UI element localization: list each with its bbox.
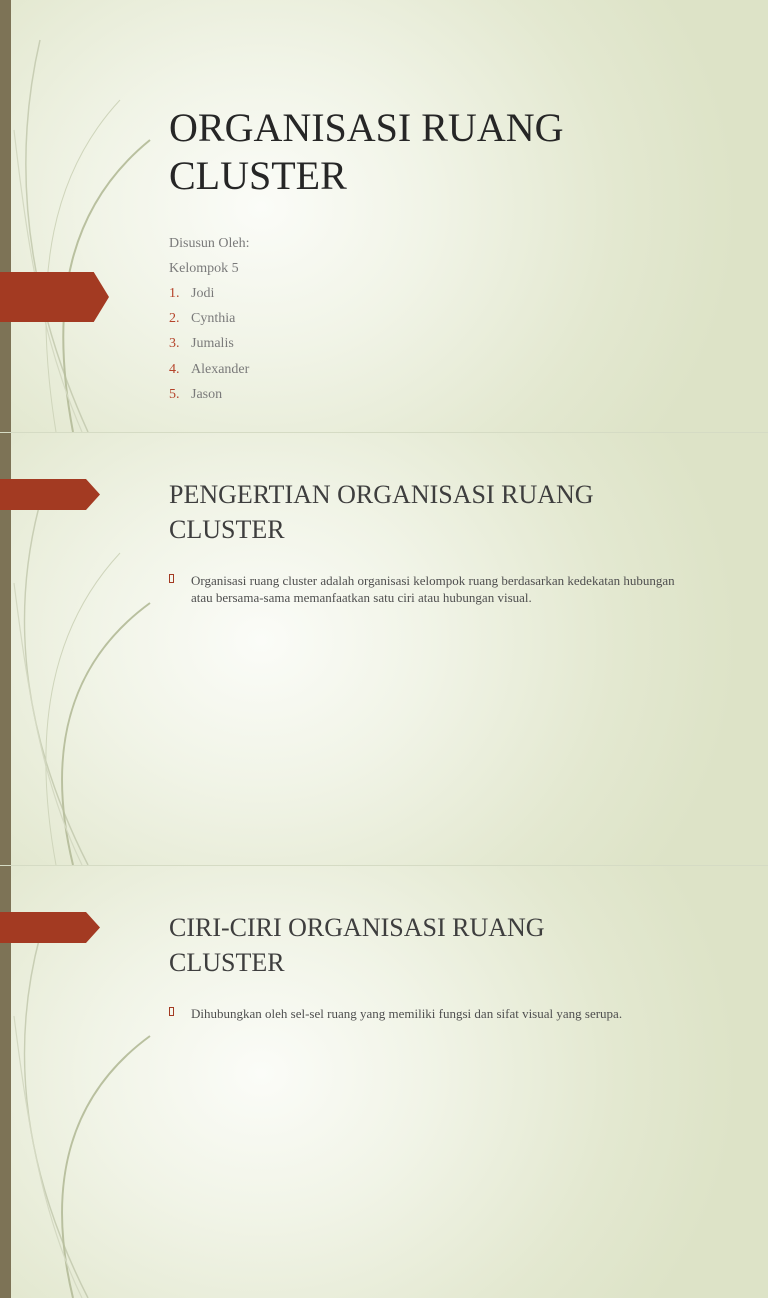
slide-title: PENGERTIAN ORGANISASI RUANG CLUSTER xyxy=(169,480,594,544)
subtitle-block xyxy=(169,234,250,410)
subtitle-group: Kelompok 5 xyxy=(169,261,239,276)
subtitle-author-label: Disusun Oleh: xyxy=(169,236,250,251)
member-list xyxy=(169,284,250,410)
slide-2 xyxy=(0,433,768,865)
slide-1 xyxy=(0,0,768,432)
bullet-square-icon xyxy=(169,574,174,583)
accent-arrow-tab xyxy=(0,272,109,322)
list-item: 1. Jodi xyxy=(169,286,215,301)
slide-3 xyxy=(0,866,768,1298)
bullet-list xyxy=(169,572,689,606)
list-item: Dihubungkan oleh sel-sel ruang yang memiliki fungsi dan sifat visual yang serupa. xyxy=(169,1005,689,1022)
bullet-list xyxy=(169,1005,689,1022)
accent-arrow-tab xyxy=(0,479,100,510)
list-item: 5. Jason xyxy=(169,386,223,402)
bullet-square-icon xyxy=(169,1007,174,1016)
slide-title: CIRI-CIRI ORGANISASI RUANG CLUSTER xyxy=(169,913,545,977)
list-item: Organisasi ruang cluster adalah organisasi kelompok ruang berdasarkan kedekatan hubungan atau bersama-sama memanfaatkan satu ciri atau hubungan visual. xyxy=(169,572,689,606)
accent-arrow-tab xyxy=(0,912,100,943)
list-item: 2. Cynthia xyxy=(169,311,236,327)
list-item: 4. Alexander xyxy=(169,361,250,377)
list-item: 3. Jumalis xyxy=(169,336,234,352)
slide-title: ORGANISASI RUANG CLUSTER xyxy=(169,105,564,198)
